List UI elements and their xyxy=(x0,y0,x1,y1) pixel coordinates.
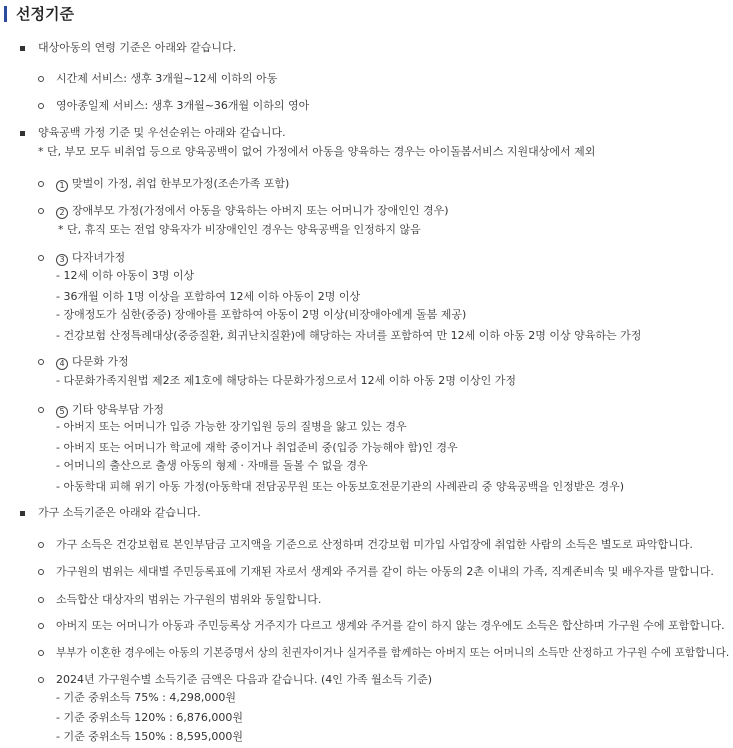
income-item: 부부가 이혼한 경우에는 아동의 기본증명서 상의 친권자이거나 실거주를 함께하는 아버지 또는 어머니의 소득만 산정하고 가구원 수에 포함합니다. xyxy=(56,646,730,659)
priority-item xyxy=(56,402,164,418)
circle-bullet xyxy=(38,359,44,365)
circled-number: 5 xyxy=(56,406,68,418)
priority-item-note: * 단, 휴직 또는 전업 양육자가 비장애인인 경우는 양육공백을 인정하지 않음 xyxy=(58,223,421,236)
priority-intro: 양육공백 가정 기준 및 우선순위는 아래와 같습니다. xyxy=(38,126,286,139)
income-detail: - 기준 중위소득 75% : 4,298,000원 xyxy=(56,691,236,704)
priority-item-title: 다문화 가정 xyxy=(72,355,129,368)
detail-line: - 아동학대 피해 위기 아동 가정(아동학대 전담공무원 또는 아동보호전문기관의 사례관리 중 양육공백을 인정받은 경우) xyxy=(56,480,625,493)
priority-note: * 단, 부모 모두 비취업 등으로 양육공백이 없어 가정에서 아동을 양육하는 경우는 아이돌봄서비스 지원대상에서 제외 xyxy=(38,145,596,158)
circled-number: 1 xyxy=(56,180,68,192)
circled-number: 4 xyxy=(56,358,68,370)
detail-line: - 12세 이하 아동이 3명 이상 xyxy=(56,269,195,282)
income-item: 아버지 또는 어머니가 아동과 주민등록상 거주지가 다르고 생계와 주거를 같이 하지 않는 경우에도 소득은 합산하며 가구원 수에 포함합니다. xyxy=(56,619,725,632)
circle-bullet xyxy=(38,181,44,187)
income-item: 가구원의 범위는 세대별 주민등록표에 기재된 자로서 생계와 주거를 같이 하는 아동의 2촌 이내의 가족, 직계존비속 및 배우자를 말합니다. xyxy=(56,565,714,578)
priority-item xyxy=(56,176,289,192)
income-item: 가구 소득은 건강보험료 본인부담금 고지액을 기준으로 산정하며 건강보험 미가입 사업장에 취업한 사람의 소득은 별도로 파악합니다. xyxy=(56,538,693,551)
income-detail: - 기준 중위소득 150% : 8,595,000원 xyxy=(56,730,243,743)
heading-accent-bar xyxy=(4,6,7,22)
circle-bullet xyxy=(38,650,44,656)
detail-line: - 36개월 이하 1명 이상을 포함하여 12세 이하 아동이 2명 이상 xyxy=(56,290,361,303)
square-bullet xyxy=(20,511,25,516)
detail-line: - 아버지 또는 어머니가 학교에 재학 중이거나 취업준비 중(입증 가능해야 함)인 경우 xyxy=(56,441,458,454)
circled-number: 3 xyxy=(56,254,68,266)
square-bullet xyxy=(20,46,25,51)
detail-line: - 어머니의 출산으로 출생 아동의 형제 · 자매를 돌볼 수 없을 경우 xyxy=(56,459,368,472)
circle-bullet xyxy=(38,255,44,261)
circle-bullet xyxy=(38,597,44,603)
circle-bullet xyxy=(38,542,44,548)
priority-item-title: 맞벌이 가정, 취업 한부모가정(조손가족 포함) xyxy=(72,177,290,190)
income-detail: - 기준 중위소득 120% : 6,876,000원 xyxy=(56,711,243,724)
age-item: 영아종일제 서비스: 생후 3개월~36개월 이하의 영아 xyxy=(56,99,310,112)
circled-number: 2 xyxy=(56,207,68,219)
detail-line: - 다문화가족지원법 제2조 제1호에 해당하는 다문화가정으로서 12세 이하 아동 2명 이상인 가정 xyxy=(56,374,516,387)
detail-line: - 아버지 또는 어머니가 입증 가능한 장기입원 등의 질병을 앓고 있는 경우 xyxy=(56,420,407,433)
circle-bullet xyxy=(38,76,44,82)
age-intro: 대상아동의 연령 기준은 아래와 같습니다. xyxy=(38,41,237,54)
section-heading xyxy=(4,2,74,26)
circle-bullet xyxy=(38,677,44,683)
priority-item xyxy=(56,354,129,370)
priority-item-title: 다자녀가정 xyxy=(72,251,126,264)
circle-bullet xyxy=(38,208,44,214)
circle-bullet xyxy=(38,569,44,575)
circle-bullet xyxy=(38,103,44,109)
priority-item xyxy=(56,203,449,219)
heading-title: 선정기준 xyxy=(16,5,74,23)
detail-line: - 건강보험 산정특례대상(중증질환, 희귀난치질환)에 해당하는 자녀를 포함하여 만 12세 이하 아동 2명 이상 양육하는 가정 xyxy=(56,329,642,342)
priority-item-title: 기타 양육부담 가정 xyxy=(72,403,165,416)
income-item: 2024년 가구원수별 소득기준 금액은 다음과 같습니다. (4인 가족 월소득 기준) xyxy=(56,673,433,686)
income-item: 소득합산 대상자의 범위는 가구원의 범위와 동일합니다. xyxy=(56,593,322,606)
detail-line: - 장애정도가 심한(중증) 장애아를 포함하여 아동이 2명 이상(비장애아에게 돌봄 제공) xyxy=(56,308,467,321)
income-intro: 가구 소득기준은 아래와 같습니다. xyxy=(38,506,201,519)
circle-bullet xyxy=(38,407,44,413)
age-item: 시간제 서비스: 생후 3개월~12세 이하의 아동 xyxy=(56,72,278,85)
priority-item xyxy=(56,250,125,266)
circle-bullet xyxy=(38,623,44,629)
priority-item-title: 장애부모 가정(가정에서 아동을 양육하는 아버지 또는 어머니가 장애인인 경우) xyxy=(72,204,449,217)
square-bullet xyxy=(20,131,25,136)
